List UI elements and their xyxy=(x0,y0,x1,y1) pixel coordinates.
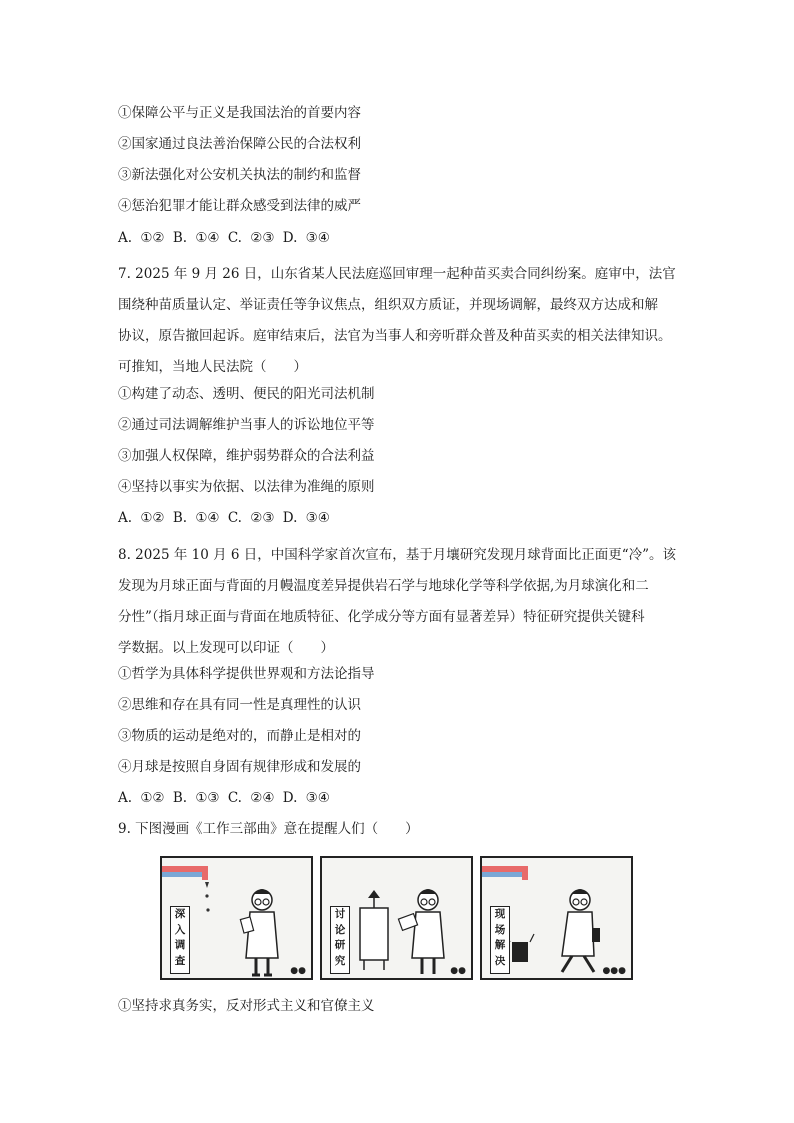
q6-option-2: ②国家通过良法善治保障公民的合法权利 xyxy=(118,136,361,152)
q7-stem-line: 围绕种苗质量认定、举证责任等争议焦点，组织双方质证，并现场调解，最终双方达成和解 xyxy=(118,297,658,313)
panel-dots: ●● xyxy=(290,966,306,976)
panel-label-char: 解 xyxy=(494,939,506,951)
q9-option-1: ①坚持求真务实，反对形式主义和官僚主义 xyxy=(118,998,375,1014)
cartoon-panel-discuss xyxy=(320,856,473,980)
panel-label-char: 入 xyxy=(174,923,186,936)
q7-option-4: ④坚持以事实为依据、以法律为准绳的原则 xyxy=(118,479,375,495)
q7-choices: A. ①② B. ①④ C. ②③ D. ③④ xyxy=(118,510,330,526)
q9-stem: 9. 下图漫画《工作三部曲》意在提醒人们（ ） xyxy=(118,821,419,837)
q6-option-3: ③新法强化对公安机关执法的制约和监督 xyxy=(118,167,361,183)
panel-label-char: 研 xyxy=(334,939,346,951)
q8-option-2: ②思维和存在具有同一性是真理性的认识 xyxy=(118,697,361,713)
panel-label-char: 讨 xyxy=(334,908,346,920)
q7-stem xyxy=(118,228,678,383)
panel-label-char: 论 xyxy=(334,923,346,936)
panel-label-char: 场 xyxy=(494,923,506,936)
q6-option-4: ④惩治犯罪才能让群众感受到法律的威严 xyxy=(118,198,361,214)
cartoon-panel-solve xyxy=(480,856,633,980)
q6-option-1: ①保障公平与正义是我国法治的首要内容 xyxy=(118,105,361,121)
panel-label-char: 究 xyxy=(334,954,346,967)
q8-option-4: ④月球是按照自身固有规律形成和发展的 xyxy=(118,759,361,775)
q7-stem-line: 协议，原告撤回起诉。庭审结束后，法官为当事人和旁听群众普及种苗买卖的相关法律知识。 xyxy=(118,328,672,344)
panel-label-char: 现 xyxy=(494,908,506,920)
panel-dots: ●●● xyxy=(602,966,626,976)
panel-label xyxy=(490,906,510,974)
panel-label xyxy=(170,906,190,974)
panel-dots: ●● xyxy=(450,966,466,976)
panel-label-char: 深 xyxy=(174,908,186,920)
panel-label-char: 调 xyxy=(174,939,186,951)
q7-option-2: ②通过司法调解维护当事人的诉讼地位平等 xyxy=(118,417,375,433)
q8-stem xyxy=(118,509,678,664)
q7-option-3: ③加强人权保障，维护弱势群众的合法利益 xyxy=(118,448,375,464)
panel-label-char: 查 xyxy=(174,954,186,967)
q8-option-1: ①哲学为具体科学提供世界观和方法论指导 xyxy=(118,666,375,682)
cartoon-panel-investigate xyxy=(160,856,313,980)
q8-choices: A. ①② B. ①③ C. ②④ D. ③④ xyxy=(118,790,330,806)
panel-label-char: 决 xyxy=(494,954,506,967)
q8-stem-line: 8. 2025 年 10 月 6 日，中国科学家首次宣布，基于月壤研究发现月球背面比正面更“冷”。该 xyxy=(118,547,677,563)
q7-stem-line: 7. 2025 年 9 月 26 日，山东省某人民法庭巡回审理一起种苗买卖合同纠纷案。庭审中，法官 xyxy=(118,266,676,282)
q8-stem-line: 发现为月球正面与背面的月幔温度差异提供岩石学与地球化学等科学依据,为月球演化和二 xyxy=(118,578,649,594)
q7-stem-line: 可推知，当地人民法院（ ） xyxy=(118,359,307,375)
panel-label xyxy=(330,906,350,974)
q7-option-1: ①构建了动态、透明、便民的阳光司法机制 xyxy=(118,386,375,402)
q8-stem-line: 分性”（指月球正面与背面在地质特征、化学成分等方面有显著差异）特征研究提供关键科 xyxy=(118,609,645,625)
q6-choices: A. ①② B. ①④ C. ②③ D. ③④ xyxy=(118,230,330,246)
q8-stem-line: 学数据。以上发现可以印证（ ） xyxy=(118,640,334,656)
q8-option-3: ③物质的运动是绝对的，而静止是相对的 xyxy=(118,728,361,744)
